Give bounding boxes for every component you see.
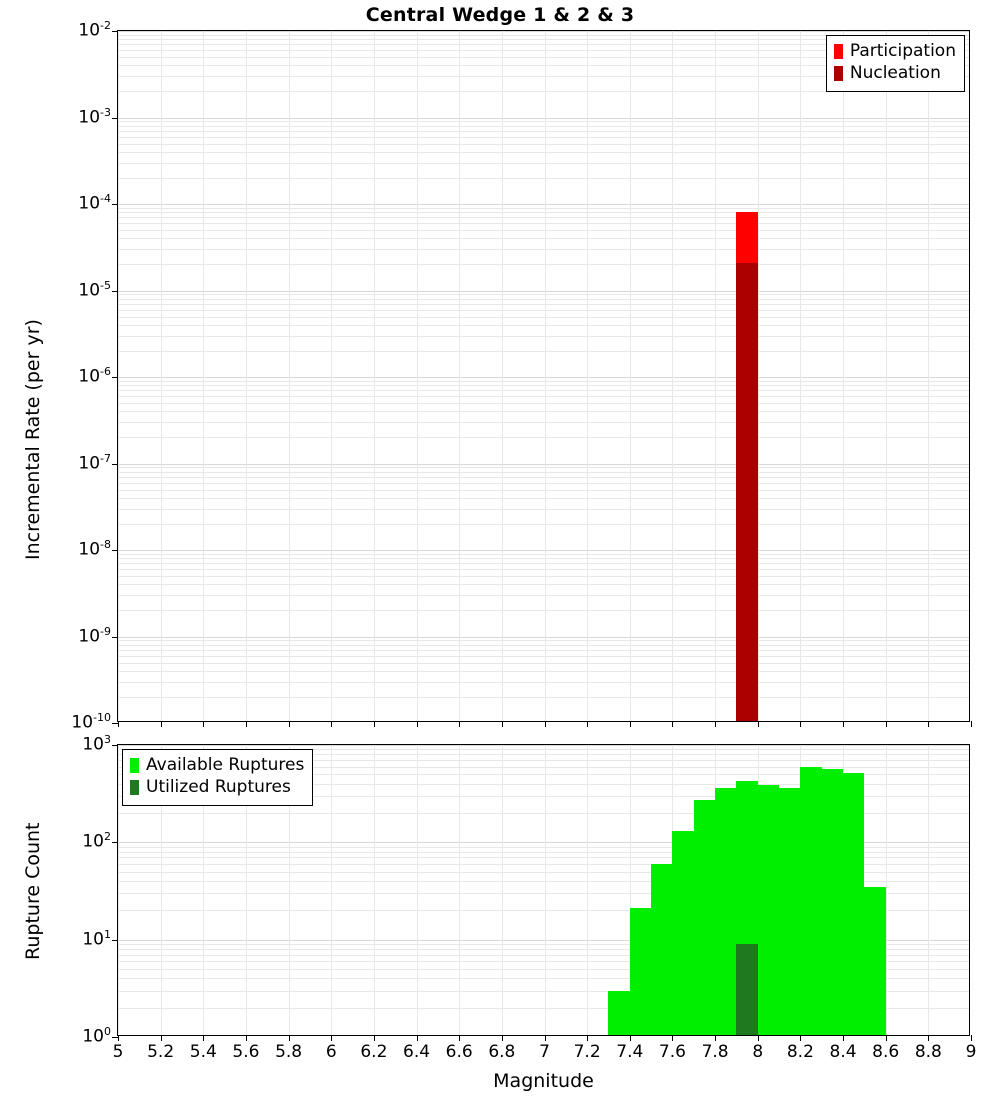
legend-item [130,755,304,777]
x-tick-label: 7.6 [658,1042,686,1062]
bar [758,785,779,1035]
x-tick-label: 6.4 [403,1042,431,1062]
y-tick-label: $10^{-2}$ [78,18,111,41]
bar [694,800,715,1035]
bar [672,831,693,1035]
legend-item [130,777,304,799]
legend-swatch-icon [834,66,843,81]
y-tick-label: $10^1$ [82,927,111,950]
x-tick-label: 5.4 [189,1042,217,1062]
legend-label: Available Ruptures [146,755,305,775]
y-tick-label: $10^{-4}$ [78,191,111,214]
rupture-count-chart [82,732,977,1062]
x-tick-label: 8.6 [872,1042,900,1062]
bar [608,991,629,1035]
y-tick-label: $10^{-7}$ [78,451,111,473]
x-tick-label: 7.2 [573,1042,601,1062]
x-tick-label: 9 [965,1042,977,1062]
x-tick-label: 8.8 [914,1042,942,1062]
y-tick-label: $10^{-10}$ [71,710,111,733]
x-tick-label: 7 [539,1042,550,1062]
legend-label: Nucleation [849,62,941,83]
x-tick-label: 5 [112,1042,124,1062]
bar [800,767,821,1035]
y-tick-label: $10^{-9}$ [78,624,111,646]
y-tick-label: $10^{-6}$ [78,364,111,387]
bar [864,887,885,1035]
x-tick-label: 6.2 [360,1042,388,1062]
incremental-rate-chart [71,18,970,733]
y-tick-label: $10^0$ [82,1024,111,1047]
x-tick-label: 6 [325,1042,337,1062]
bar [843,773,864,1035]
legend-swatch-icon [130,780,139,795]
bar [715,788,736,1035]
x-axis-label: Magnitude [493,1070,594,1092]
x-tick-label: 8.2 [786,1042,814,1062]
x-tick-label: 5.6 [232,1042,260,1062]
top-y-axis-label: Incremental Rate (per yr) [22,319,44,560]
x-tick-label: 6.6 [445,1042,473,1062]
bottom-y-axis-label: Rupture Count [22,822,44,960]
x-tick-label: 8 [752,1042,764,1062]
legend-item [834,63,956,85]
legend-label: Utilized Ruptures [146,776,291,797]
bar [736,944,757,1035]
bar [822,769,843,1035]
bottom-legend [122,749,313,806]
x-tick-label: 7.8 [701,1042,729,1062]
legend-swatch-icon [130,758,139,773]
top-legend [826,35,965,92]
x-tick-label: 6.8 [488,1042,516,1062]
bar [779,788,800,1035]
bar [736,263,757,721]
legend-swatch-icon [834,44,843,59]
legend-item [834,41,956,63]
y-tick-label: $10^2$ [82,830,111,852]
bar [630,908,651,1035]
y-tick-label: $10^3$ [82,732,111,755]
x-tick-label: 8.4 [829,1042,857,1062]
bar [651,864,672,1035]
top-bars [118,31,969,721]
page-title: Central Wedge 1 & 2 & 3 [365,4,635,26]
y-tick-label: $10^{-8}$ [78,537,111,560]
y-tick-label: $10^{-3}$ [78,105,111,127]
x-tick-label: 5.8 [275,1042,303,1062]
x-tick-label: 7.4 [616,1042,644,1062]
x-tick-label: 5.2 [147,1042,175,1062]
legend-label: Participation [849,41,956,61]
y-tick-label: $10^{-5}$ [78,278,111,300]
